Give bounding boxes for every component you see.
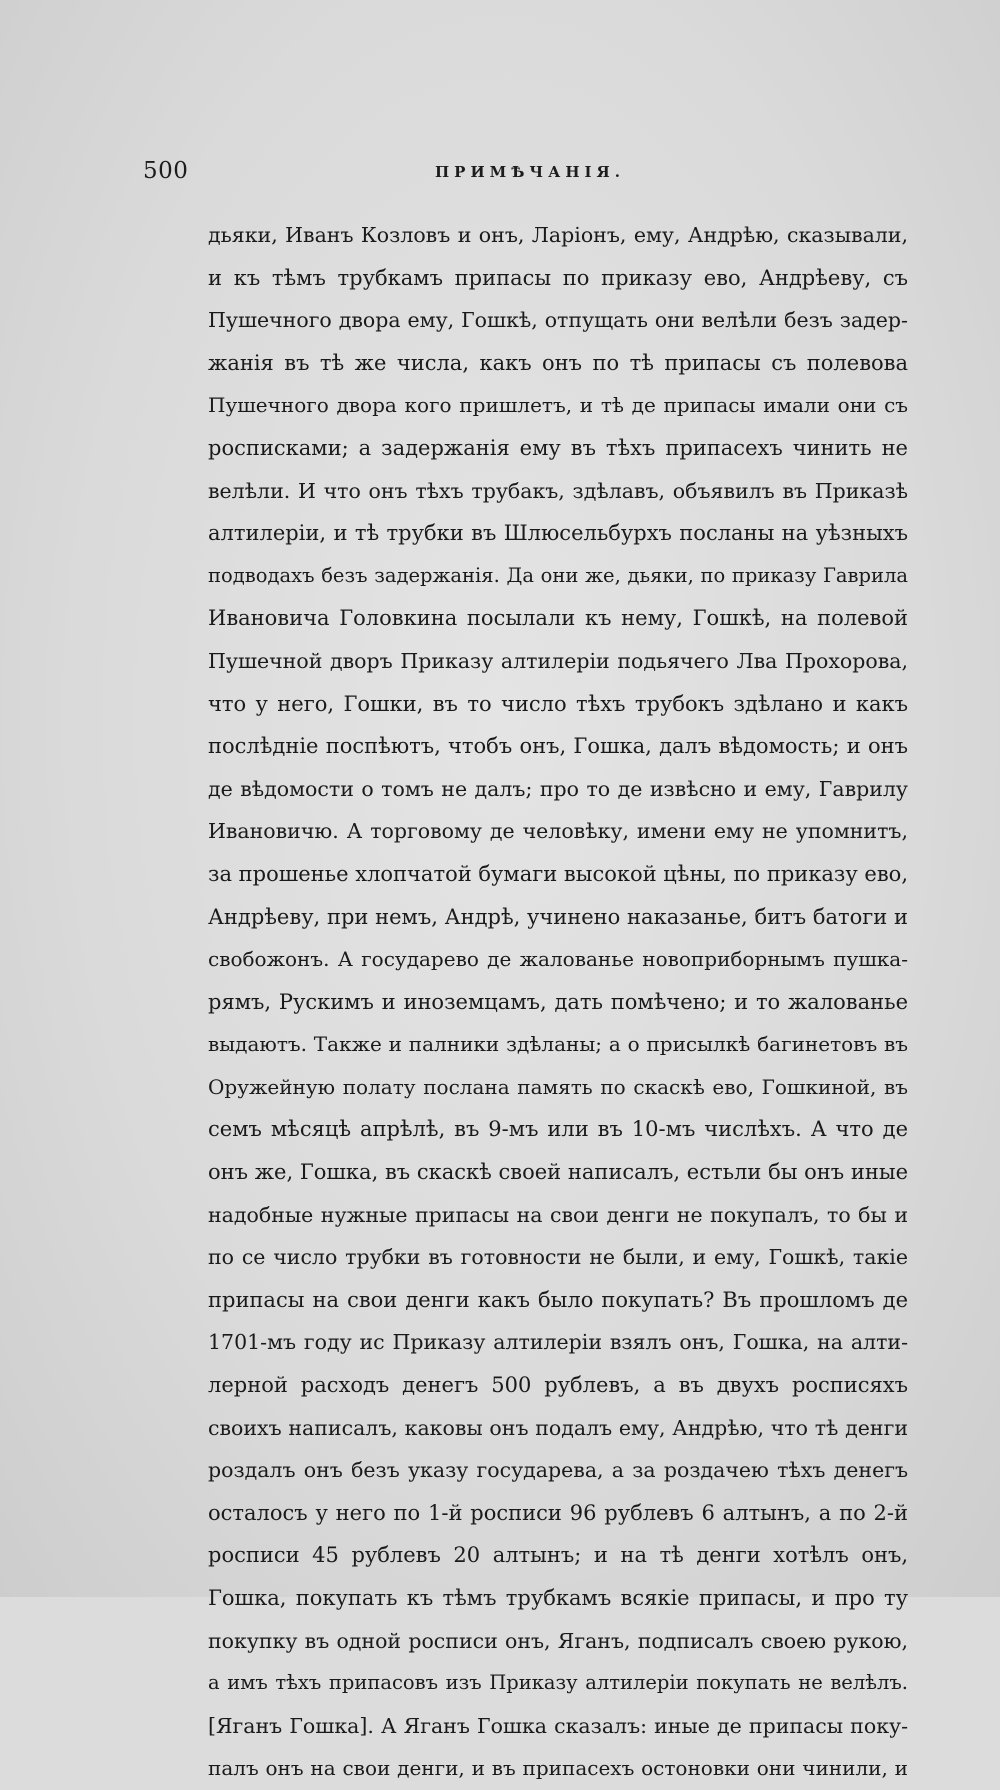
text-line: семъ мѣсяцѣ апрѣлѣ, въ 9-мъ или въ 10-мъ числѣхъ. А что де: [208, 1117, 908, 1142]
running-head: [143, 158, 905, 188]
text-line: осталосъ у него по 1-й росписи 96 рублевъ 6 алтынъ, а по 2-й: [208, 1500, 908, 1525]
text-line: за прошенье хлопчатой бумаги высокой цѣны, по приказу ево,: [208, 861, 908, 886]
text-line: палъ онъ на свои денги, и въ припасехъ остоновки они чинили, и: [208, 1756, 908, 1781]
text-line: росписками; а задержанія ему въ тѣхъ припасехъ чинить не: [208, 435, 908, 460]
text-line: жанія въ тѣ же числа, какъ онъ по тѣ припасы съ полевова: [208, 350, 908, 375]
text-line: подводахъ безъ задержанія. Да они же, дьяки, по приказу Гаврила: [208, 563, 908, 587]
text-line: 1701-мъ году ис Приказу алтилеріи взялъ онъ, Гошка, на алти-: [208, 1330, 908, 1355]
text-line: Пушечного двора кого пришлетъ, и тѣ де припасы имали они съ: [208, 393, 908, 418]
text-line: Андрѣеву, при немъ, Андрѣ, учинено наказанье, битъ батоги и: [208, 904, 908, 929]
text-line: Пушечной дворъ Приказу алтилеріи подьячего Лва Прохорова,: [208, 648, 908, 673]
text-line: рямъ, Рускимъ и иноземцамъ, дать помѣчено; и то жалованье: [208, 989, 908, 1014]
text-line: росписи 45 рублевъ 20 алтынъ; и на тѣ денги хотѣлъ онъ,: [208, 1543, 908, 1568]
text-line: Гошка, покупать къ тѣмъ трубкамъ всякіе припасы, и про ту: [208, 1586, 908, 1610]
text-line: свобожонъ. А государево де жалованье новоприборнымъ пушка-: [208, 947, 908, 972]
text-line: Ивановичю. А торговому де человѣку, имени ему не упомнитъ,: [208, 819, 908, 844]
text-line: Пушечного двора ему, Гошкѣ, отпущать они велѣли безъ задер-: [208, 308, 908, 333]
text-line: по се число трубки въ готовности не были, и ему, Гошкѣ, такіе: [208, 1245, 908, 1270]
text-line: послѣдніе поспѣютъ, чтобъ онъ, Гошка, далъ вѣдомость; и онъ: [208, 734, 908, 759]
text-line: де вѣдомости о томъ не далъ; про то де извѣсно и ему, Гаврилу: [208, 776, 908, 801]
text-line: Ивановича Головкина посылали къ нему, Гошкѣ, на полевой: [208, 606, 908, 631]
text-line: что у него, Гошки, въ то число тѣхъ трубокъ здѣлано и какъ: [208, 691, 908, 716]
text-line: [Яганъ Гошка]. А Яганъ Гошка сказалъ: иные де припасы поку-: [208, 1713, 908, 1738]
text-line: алтилеріи, и тѣ трубки въ Шлюсельбурхъ посланы на уѣзныхъ: [208, 521, 908, 546]
text-line: дьяки, Иванъ Козловъ и онъ, Ларіонъ, ему, Андрѣю, сказывали,: [208, 223, 908, 247]
text-line: а имъ тѣхъ припасовъ изъ Приказу алтилеріи покупать не велѣлъ.: [208, 1671, 908, 1695]
section-title: ПРИМѢЧАНІЯ.: [435, 163, 625, 181]
text-line: велѣли. И что онъ тѣхъ трубакъ, здѣлавъ, объявилъ въ Приказѣ: [208, 478, 908, 503]
text-line: лерной расходъ денегъ 500 рублевъ, а въ двухъ росписяхъ: [208, 1373, 908, 1398]
text-line: надобные нужные припасы на свои денги не покупалъ, то бы и: [208, 1202, 908, 1227]
page-number: 500: [143, 158, 189, 184]
text-line: роздалъ онъ безъ указу государева, а за роздачею тѣхъ денегъ: [208, 1458, 908, 1483]
text-line: покупку въ одной росписи онъ, Яганъ, подписалъ своею рукою,: [208, 1628, 908, 1653]
text-line: и къ тѣмъ трубкамъ припасы по приказу ево, Андрѣеву, съ: [208, 265, 908, 290]
text-line: своихъ написалъ, каковы онъ подалъ ему, Андрѣю, что тѣ денги: [208, 1415, 908, 1440]
text-line: припасы на свои денги какъ было покупать? Въ прошломъ де: [208, 1287, 908, 1312]
text-line: онъ же, Гошка, въ скаскѣ своей написалъ, естьли бы онъ иные: [208, 1160, 908, 1185]
text-line: Оружейную полату послана память по скаскѣ ево, Гошкиной, въ: [208, 1074, 908, 1099]
text-line: выдаютъ. Также и палники здѣланы; а о присылкѣ багинетовъ въ: [208, 1032, 908, 1057]
body-text: [208, 214, 908, 1790]
